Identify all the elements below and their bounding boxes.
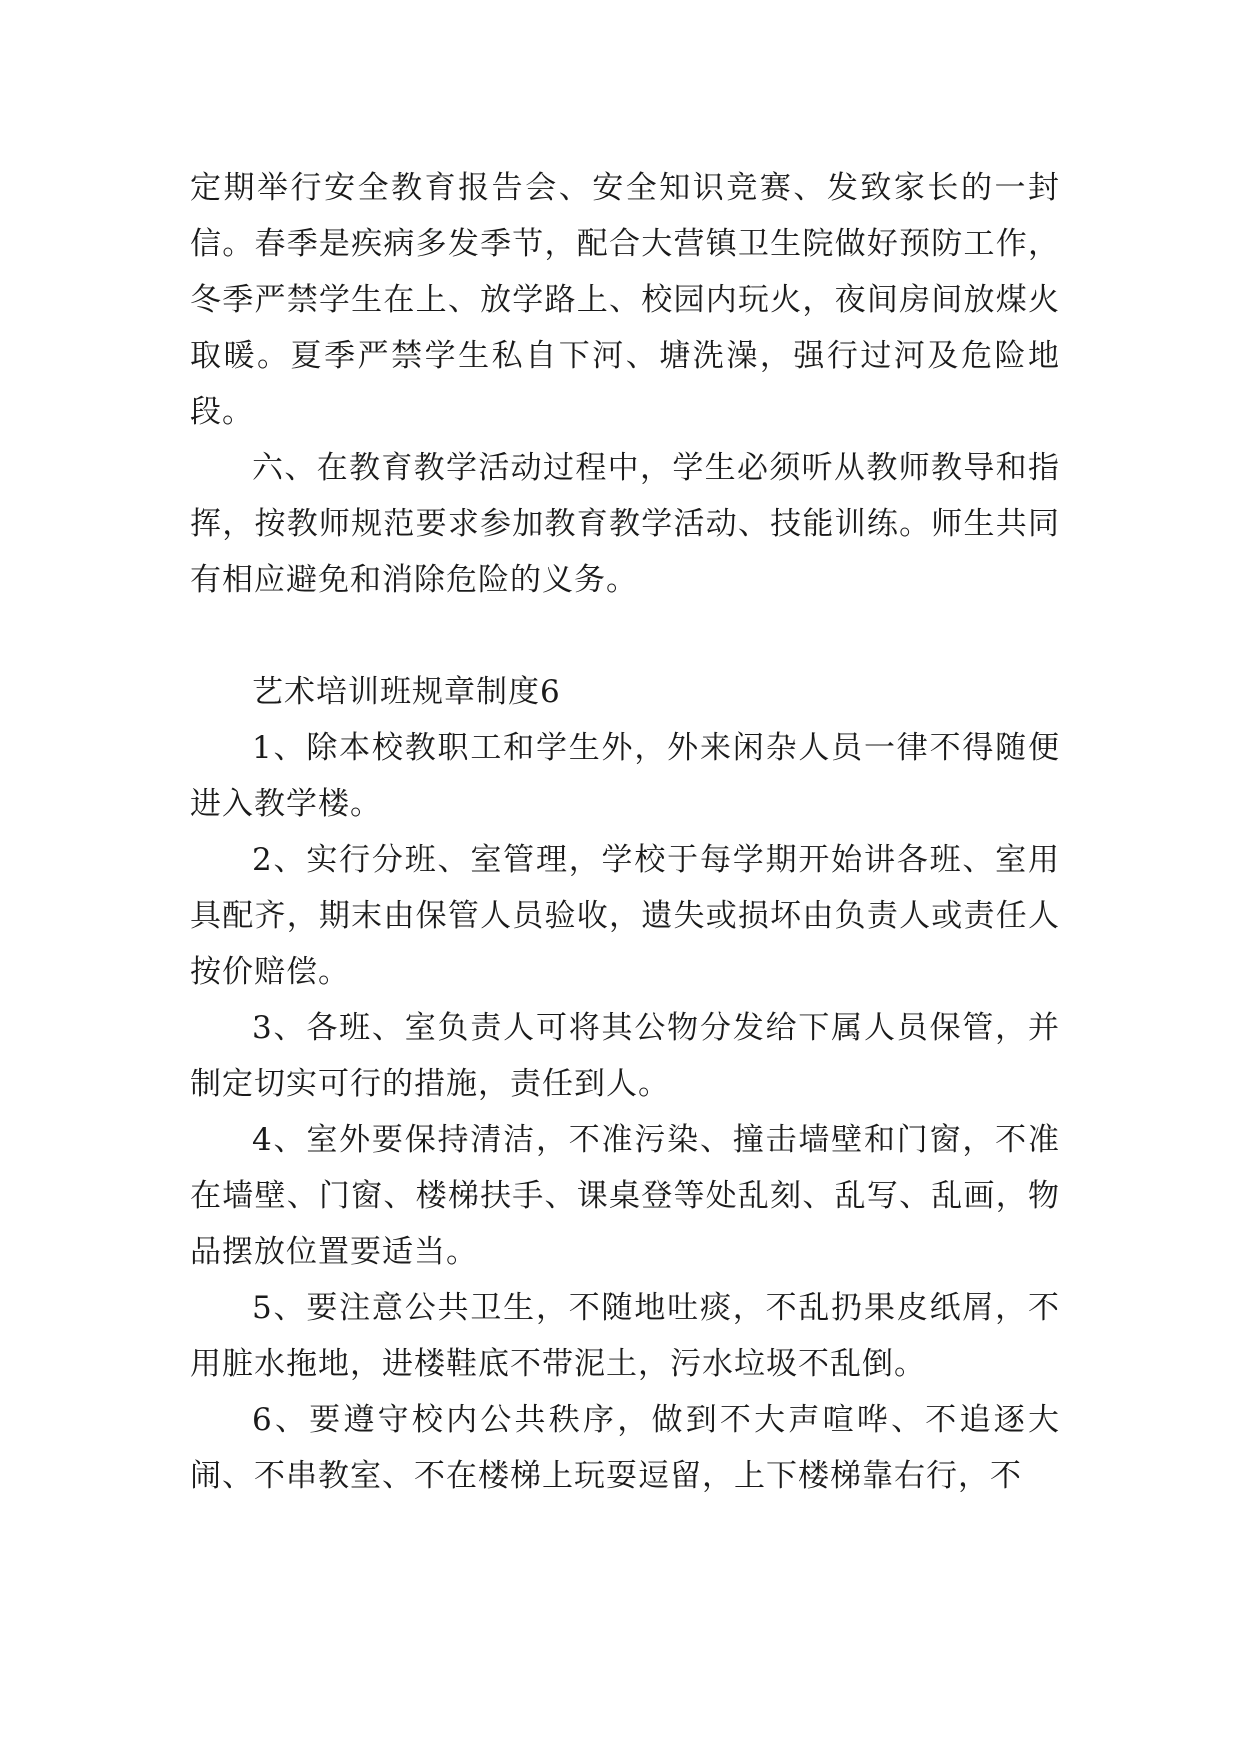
rule-item-5: 5、要注意公共卫生，不随地吐痰，不乱扔果皮纸屑，不用脏水拖地，进楼鞋底不带泥土，污水垃圾不乱倒。: [190, 1290, 1060, 1382]
document-body: [190, 160, 1060, 1504]
section-title: 艺术培训班规章制度6: [252, 674, 561, 710]
rule-item-6: 6、要遵守校内公共秩序，做到不大声喧哗、不追逐大闹、不串教室、不在楼梯上玩耍逗留，上下楼梯靠右行，不: [190, 1402, 1060, 1494]
paragraph-safety-education: 定期举行安全教育报告会、安全知识竞赛、发致家长的一封信。春季是疾病多发季节，配合大营镇卫生院做好预防工作，冬季严禁学生在上、放学路上、校园内玩火，夜间房间放煤火取暖。夏季严禁学生私自下河、塘洗澡，强行过河及危险地段。: [190, 170, 1060, 430]
rule-item-2: 2、实行分班、室管理，学校于每学期开始讲各班、室用具配齐，期末由保管人员验收，遗失或损坏由负责人或责任人按价赔偿。: [190, 842, 1060, 990]
rule-item-1: 1、除本校教职工和学生外，外来闲杂人员一律不得随便进入教学楼。: [190, 730, 1060, 822]
rule-item-4: 4、室外要保持清洁，不准污染、撞击墙壁和门窗，不准在墙壁、门窗、楼梯扶手、课桌登等处乱刻、乱写、乱画，物品摆放位置要适当。: [190, 1122, 1060, 1270]
rule-item-3: 3、各班、室负责人可将其公物分发给下属人员保管，并制定切实可行的措施，责任到人。: [190, 1010, 1060, 1102]
blank-line: [190, 608, 1060, 664]
paragraph-rule-six: 六、在教育教学活动过程中，学生必须听从教师教导和指挥，按教师规范要求参加教育教学活动、技能训练。师生共同有相应避免和消除危险的义务。: [190, 450, 1060, 598]
